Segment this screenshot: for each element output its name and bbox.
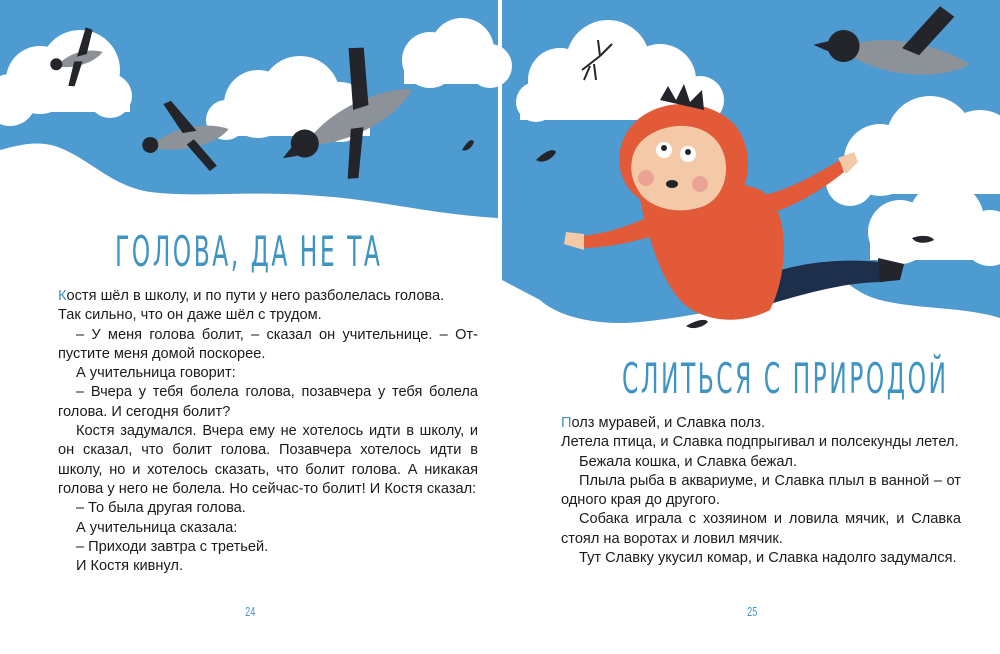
page-number-left: 24	[245, 604, 256, 619]
paragraph: – Приходи завтра с третьей.	[76, 538, 269, 555]
paragraph: А учительница говорит:	[76, 365, 236, 382]
chapter-title-left: ГОЛОВА, ДА НЕ ТА	[115, 227, 383, 276]
paragraph: Бежала кошка, и Славка бежал.	[579, 453, 798, 470]
first-line-text: остя шёл в школу, и по пути у него разболелась голова.	[66, 288, 445, 304]
paragraph: Костя задумался. Вчера ему не хотелось идти в школу, и он сказал, что болит голова. Позавчера хотелось идти в школу, но и хотелось сказать, что болит голова. А никакая голова у него не болела. Но сейчас-то болит! И Костя сказал:	[58, 423, 478, 497]
paragraph: А учительница сказала:	[76, 519, 238, 536]
chapter-title-right: СЛИТЬСЯ С ПРИРОДОЙ	[622, 354, 949, 403]
drop-cap: П	[561, 415, 572, 431]
paragraph: – То была другая голова.	[76, 500, 246, 517]
paragraph: – Вчера у тебя болела голова, позавчера у тебя болела голова. И сегодня болит?	[58, 384, 478, 420]
story-first-line	[58, 287, 478, 306]
paragraph: И Костя кивнул.	[76, 558, 183, 575]
paragraph: Тут Славку укусил комар, и Славка надолго задумался.	[579, 550, 957, 567]
paragraph: – У меня голова болит, – сказал он учительнице. – Отпустите меня домой поскорее.	[58, 326, 478, 362]
paragraph: Летела птица, и Славка подпрыгивал и полсекунды летел.	[561, 434, 959, 451]
page-number-right: 25	[747, 604, 758, 619]
story-text-right	[561, 414, 961, 568]
story-first-line	[561, 414, 961, 433]
paragraph: Так сильно, что он даже шёл с трудом.	[58, 307, 322, 324]
paragraph: Плыла рыба в аквариуме, и Славка плыл в ванной – от одного края до другого.	[561, 472, 961, 509]
feather-3	[686, 320, 708, 328]
first-line-text: олз муравей, и Славка полз.	[571, 415, 766, 431]
drop-cap: К	[58, 288, 67, 304]
paragraph: Собака играла с хозяином и ловила мячик, и Славка стоял на воротах и ловил мячик.	[561, 511, 961, 547]
story-text-left	[58, 287, 478, 576]
